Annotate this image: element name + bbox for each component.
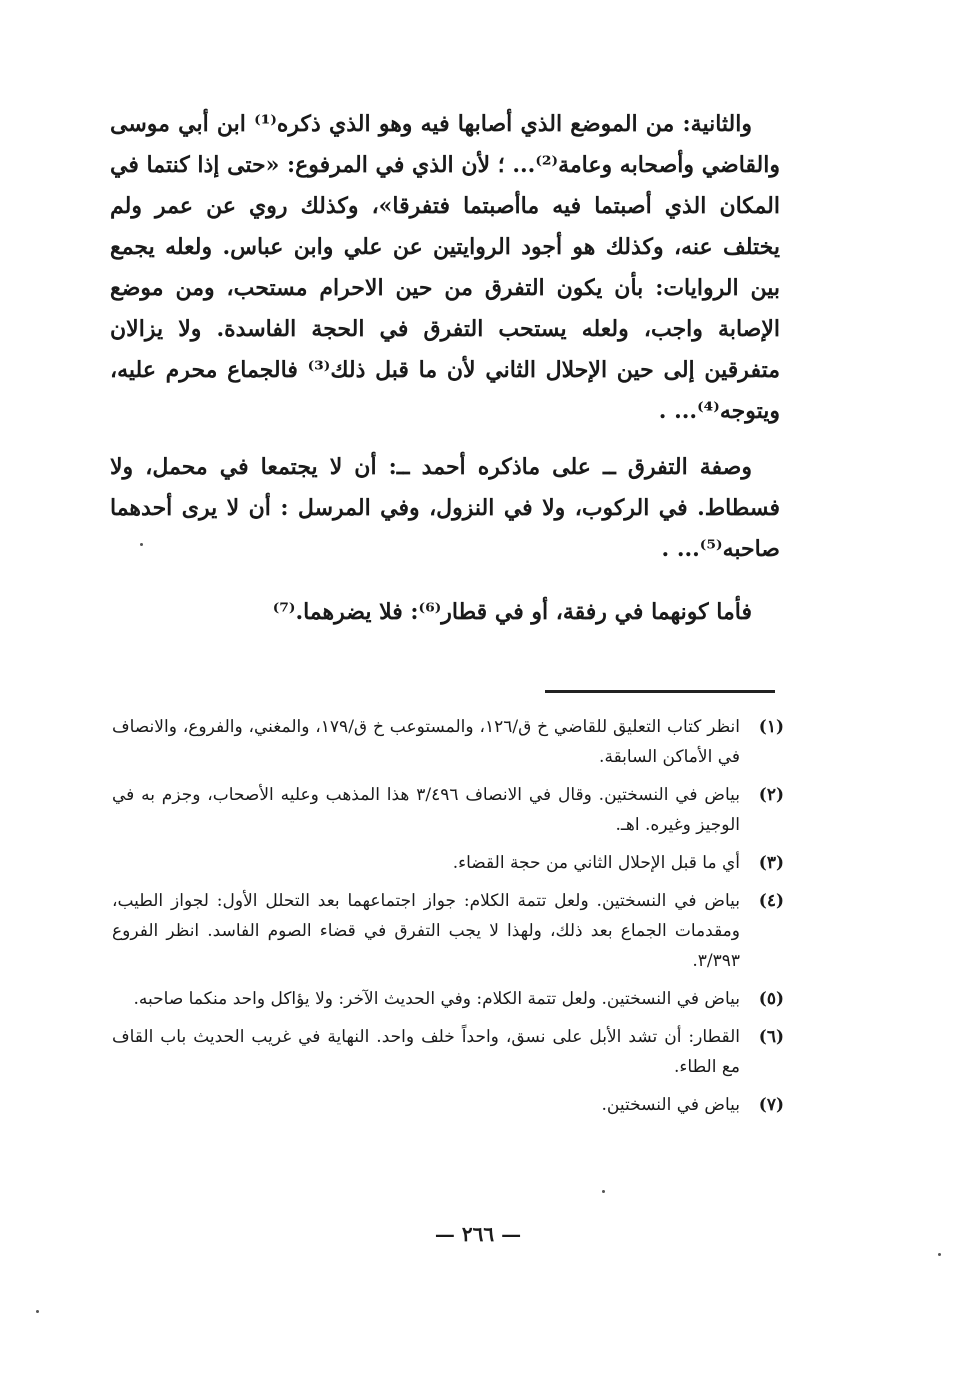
footnote-number: (٦) — [758, 1027, 784, 1047]
footnote-6 — [112, 1022, 784, 1082]
footnote-text: بياض في النسختين. ولعل تتمة الكلام: وفي الحديث الآخر: ولا يؤاكل واحد منكما صاحبه. — [133, 989, 740, 1009]
footnote-text: القطار: أن تشد الأبل على نسق، واحداً خلف واحد. النهاية في غريب الحديث باب القاف مع الطاء. — [112, 1027, 740, 1077]
footnote-number: (٧) — [758, 1095, 784, 1115]
footnotes — [112, 712, 784, 1128]
scan-speck — [938, 1253, 941, 1256]
paragraph-2: وصفة التفرق ــ على ماذكره أحمد ــ: أن لا يجتمعا في محمل، ولا فسطاط. في الركوب، ولا في النزول، وفي المرسل : أن لا يرى أحدهما صاحبه⁽⁵⁾... . — [110, 454, 780, 562]
footnote-text: انظر كتاب التعليق للقاضي خ ق/١٢٦، والمستوعب خ ق/١٧٩، والمغني، والفروع، والانصاف في الأماكن السابقة. — [112, 717, 740, 767]
paragraph-1: والثانية: من الموضع الذي أصابها فيه وهو الذي ذكره⁽¹⁾ ابن أبي موسى والقاضي وأصحابه وعامة⁽²⁾... ؛ لأن الذي في المرفوع: «حتى إذا كنتما في المكان الذي أصبتما فيه ماأصبتما فتفرقا»، وكذلك روي عن عمر ولم يختلف عنه، وكذلك هو أجود الروايتين عن علي وابن عباس. ولعله يجمع بين الروايات: بأن يكون التفرق من حين الاحرام مستحب، ومن موضع الإصابة واجب، ولعله يستحب التفرق في الحجة الفاسدة. ولا يزالان متفرقين إلى حين الإحلال الثاني لأن ما قبل ذلك⁽³⁾ فالجماع محرم عليه، ويتوجه⁽⁴⁾... . — [110, 111, 780, 424]
footnote-2 — [112, 780, 784, 840]
main-text — [110, 104, 780, 633]
footnote-number: (١) — [758, 717, 784, 737]
scan-speck — [602, 1190, 605, 1193]
paragraph-3: فأما كونهما في رفقة، أو في قطار⁽⁶⁾: فلا يضرهما.⁽⁷⁾ — [272, 599, 752, 625]
footnote-4 — [112, 886, 784, 976]
footnote-separator — [545, 690, 775, 693]
footnote-text: بياض في النسختين. — [601, 1095, 740, 1115]
footnote-1 — [112, 712, 784, 772]
scan-speck — [140, 543, 143, 546]
footnote-number: (٤) — [758, 891, 784, 911]
footnote-text: بياض في النسختين. وقال في الانصاف ٣/٤٩٦ هذا المذهب وعليه الأصحاب، وجزم به في الوجيز وغيره. اهـ. — [112, 785, 740, 835]
footnote-number: (٣) — [758, 853, 784, 873]
footnote-5 — [112, 984, 784, 1014]
footnote-7 — [112, 1090, 784, 1120]
footnote-text: أي ما قبل الإحلال الثاني من حجة القضاء. — [452, 853, 740, 873]
footnote-number: (٥) — [758, 989, 784, 1009]
page-number: — ٢٦٦ — — [434, 1222, 522, 1246]
footnote-text: بياض في النسختين. ولعل تتمة الكلام: جواز اجتماعهما بعد التحلل الأول: لجواز الطيب، ومقدمات الجماع بعد ذلك، ولهذا لا يجب التفرق في قضاء الصوم الفاسد. انظر الفروع ٣/٣٩٣. — [112, 891, 740, 971]
scan-speck — [36, 1310, 39, 1313]
footnote-number: (٢) — [758, 785, 784, 805]
footnote-3 — [112, 848, 784, 878]
